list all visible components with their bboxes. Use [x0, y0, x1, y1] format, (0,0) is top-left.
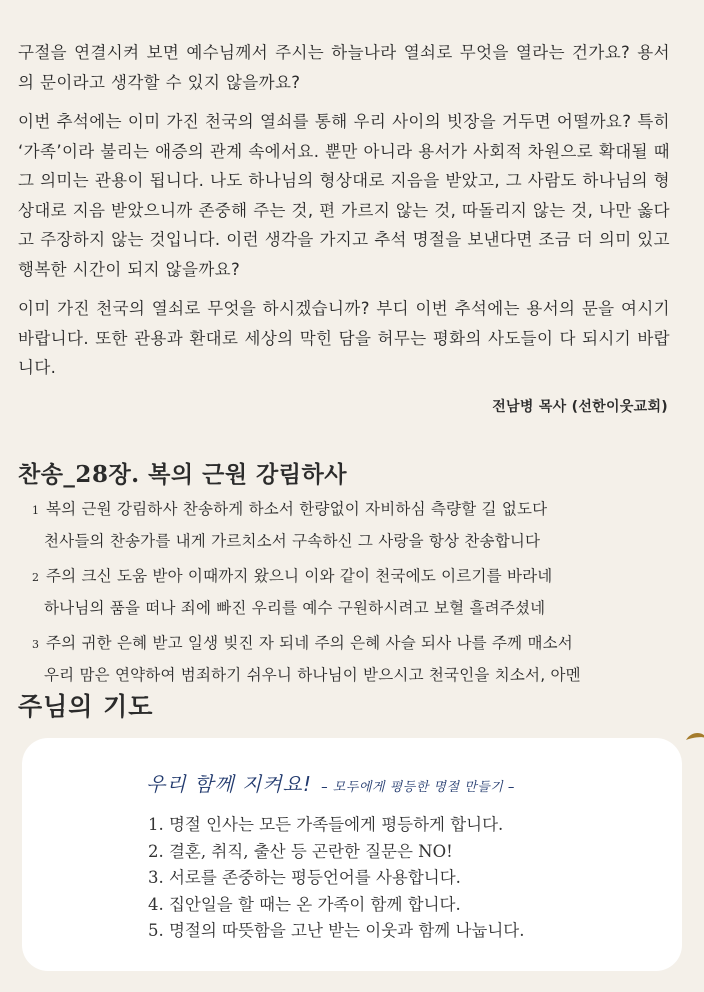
sermon-paragraph: 구절을 연결시켜 보면 예수님께서 주시는 하늘나라 열쇠로 무엇을 열라는 건가요? 용서의 문이라고 생각할 수 있지 않을까요? [18, 43, 670, 92]
rule-item: 3. 서로를 존중하는 평등언어를 사용합니다. [148, 868, 461, 887]
verse-line: 주의 크신 도움 받아 이때까지 왔으니 이와 같이 천국에도 이르기를 바라네 [46, 567, 553, 585]
hymn-verse [32, 628, 672, 691]
leaf-icon [684, 728, 704, 752]
verse-line: 하나님의 품을 떠나 죄에 빠진 우리를 예수 구원하시려고 보혈 흘려주셨네 [44, 599, 546, 617]
rules-heading [146, 768, 515, 797]
hymn-verse [32, 494, 672, 557]
verse-line: 천사들의 찬송가를 내게 가르치소서 구속하신 그 사랑을 항상 찬송합니다 [44, 532, 541, 550]
verse-number: 2 [32, 571, 40, 584]
rule-item: 1. 명절 인사는 모든 가족들에게 평등하게 합니다. [148, 815, 504, 834]
hymn-title: 찬송_28장. 복의 근원 강림하사 [18, 461, 347, 488]
verse-line: 복의 근원 강림하사 찬송하게 하소서 한량없이 자비하심 측량할 길 없도다 [46, 500, 548, 518]
verse-number: 1 [32, 504, 40, 517]
sermon-signature: 전남병 목사 (선한이웃교회) [492, 399, 668, 415]
rule-item: 4. 집안일을 할 때는 온 가족이 함께 합니다. [148, 894, 461, 914]
sermon-paragraph: 이번 추석에는 이미 가진 천국의 열쇠를 통해 우리 사이의 빗장을 거두면 어떨까요? 특히 ‘가족’이라 불리는 애증의 관계 속에서요. 뿐만 아니라 용서가 사회적 차원으로 확대될 때 그 의미는 관용이 됩니다. 나도 하나님의 형상대로 지음을 받았고, 그 사람도 하나님의 형상대로 지음 받았으니까 존중해 주는 것, 편 가르지 않는 것, 따돌리지 않는 것, 나만 옳다고 주장하지 않는 것입니다. 이런 생각을 가지고 추석 명절을 보낸다면 조금 더 의미 있고 행복한 시간이 되지 않을까요? [18, 112, 670, 279]
rules-list [148, 812, 524, 945]
rules-heading-sub: – 모두에게 평등한 명절 만들기 – [321, 780, 515, 795]
holiday-rules-box [22, 738, 682, 971]
prayer-title: 주님의 기도 [18, 692, 154, 721]
verse-number: 3 [32, 638, 40, 651]
hymn-verses [32, 494, 672, 695]
rule-item: 5. 명절의 따뜻함을 고난 받는 이웃과 함께 나눕니다. [148, 921, 525, 940]
sermon-text [18, 38, 670, 393]
rule-item: 2. 결혼, 취직, 출산 등 곤란한 질문은 NO! [148, 841, 453, 861]
rules-heading-main: 우리 함께 지켜요! [146, 772, 312, 796]
verse-line: 우리 맘은 연약하여 범죄하기 쉬우니 하나님이 받으시고 천국인을 치소서, 아멘 [44, 666, 581, 684]
verse-line: 주의 귀한 은혜 받고 일생 빚진 자 되네 주의 은혜 사슬 되사 나를 주께 매소서 [46, 634, 573, 652]
sermon-paragraph: 이미 가진 천국의 열쇠로 무엇을 하시겠습니까? 부디 이번 추석에는 용서의 문을 여시기 바랍니다. 또한 관용과 환대로 세상의 막힌 담을 허무는 평화의 사도들이 다 되시기 바랍니다. [18, 299, 670, 377]
hymn-verse [32, 561, 672, 624]
